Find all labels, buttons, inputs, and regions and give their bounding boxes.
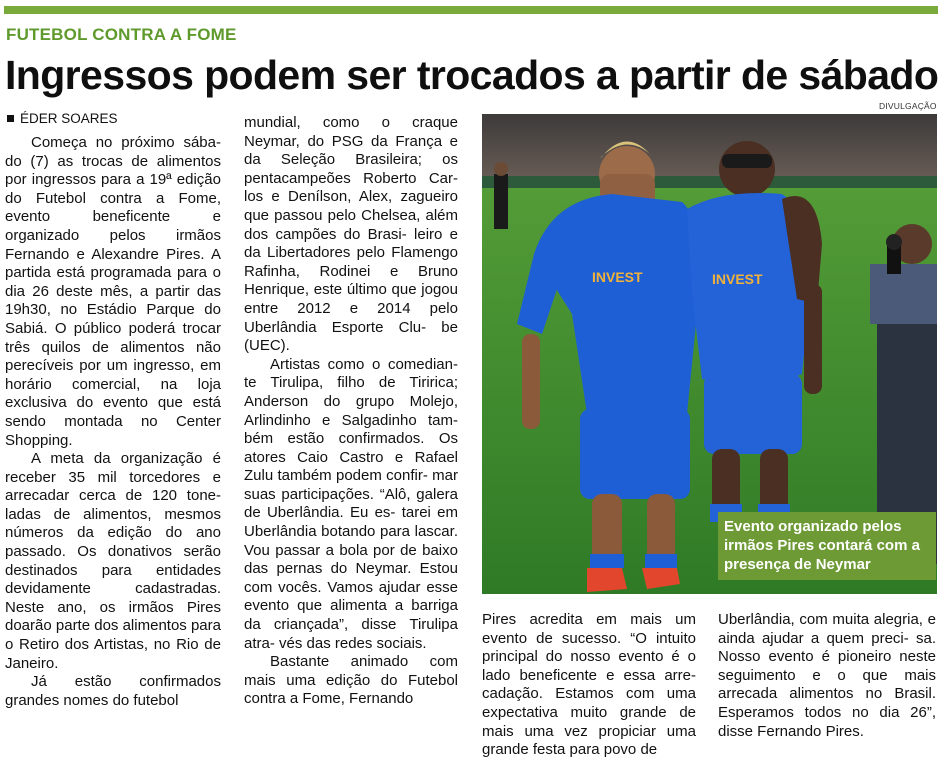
photo-credit: DIVULGAÇÃO xyxy=(879,101,937,111)
jersey-text: INVEST xyxy=(592,269,643,285)
paragraph: Já estão confirmados grandes nomes do futebol xyxy=(5,673,221,709)
section-label: FUTEBOL CONTRA A FOME xyxy=(6,25,237,44)
byline-author: ÉDER SOARES xyxy=(20,111,118,126)
jersey-text: INVEST xyxy=(712,271,763,287)
paragraph: Bastante animado com mais uma edição do Futebol contra a Fome, Fernando xyxy=(244,653,458,708)
text-column-3 xyxy=(482,611,696,780)
paragraph: Pires acredita em mais um evento de sucesso. “O intuito principal do nosso evento é o lado beneficente e essa arre- cadação. Estamos com uma expectativa muito grande de mais uma vez propiciar uma grande festa para povo de xyxy=(482,611,696,759)
byline-square-icon xyxy=(7,115,14,122)
photo-caption: Evento organizado pelos irmãos Pires contará com a presença de Neymar xyxy=(718,512,936,580)
text-column-2 xyxy=(244,114,458,778)
text-column-4 xyxy=(718,611,936,780)
top-rule xyxy=(4,6,938,14)
paragraph: Começa no próximo sába- do (7) as trocas de alimentos por ingressos para a 19ª edição do Futebol contra a Fome, evento beneficente e organizado pelos irmãos Fernando e Alexandre Pires. A partida está programada para o dia 26 deste mês, a partir das 19h30, no Estádio Parque do Sabiá. O público poderá trocar três quilos de alimentos não perecíveis por um ingresso, em horário comercial, na loja exclusiva do evento que está sendo montada no Center Shopping. xyxy=(5,134,221,449)
byline xyxy=(7,111,118,126)
paragraph: Artistas como o comedian- te Tirulipa, filho de Tiririca; Anderson do grupo Molejo, Arlindinho e Salgadinho tam- bém estão confirmados. Os atores Caio Castro e Rafael Zulu também podem confir- mar suas participações. “Alô, galera de Uberlândia. Eu es- tarei em Uberlândia botando para lascar. Vou passar a bola por de baixo das pernas do Neymar. Estou com vocês. Vamos ajudar esse evento que alimenta a barriga da criançada”, disse Tirulipa atra- vés das redes sociais. xyxy=(244,355,458,652)
paragraph: mundial, como o craque Neymar, do PSG da França e da Seleção Brasileira; os pentacampeões Roberto Car- los e Denílson, Alex, zagueiro que passou pelo Chelsea, além dos campões do Brasi- leiro e da Libertadores pelo Flamengo Rafinha, Rodinei e Bruno Henrique, este último que jogou entre 2012 e 2014 pelo Uberlândia Esporte Clu- be (UEC). xyxy=(244,114,458,355)
paragraph: Uberlândia, com muita alegria, e ainda ajudar a quem preci- sa. Nosso evento é pioneiro neste seguimento e o que mais arrecada alimentos no Brasil. Esperamos todos no dia 26”, disse Fernando Pires. xyxy=(718,611,936,740)
headline: Ingressos podem ser trocados a partir de sábado xyxy=(5,52,939,98)
paragraph: A meta da organização é receber 35 mil torcedores e arrecadar cerca de 120 tone- ladas de alimentos, mesmos números da edição do ano passado. Os donativos serão destinados para entidades devidamente cadastradas. Neste ano, os irmãos Pires doarão parte dos alimentos para o Retiro dos Artistas, no Rio de Janeiro. xyxy=(5,450,221,672)
text-column-1 xyxy=(5,134,221,778)
